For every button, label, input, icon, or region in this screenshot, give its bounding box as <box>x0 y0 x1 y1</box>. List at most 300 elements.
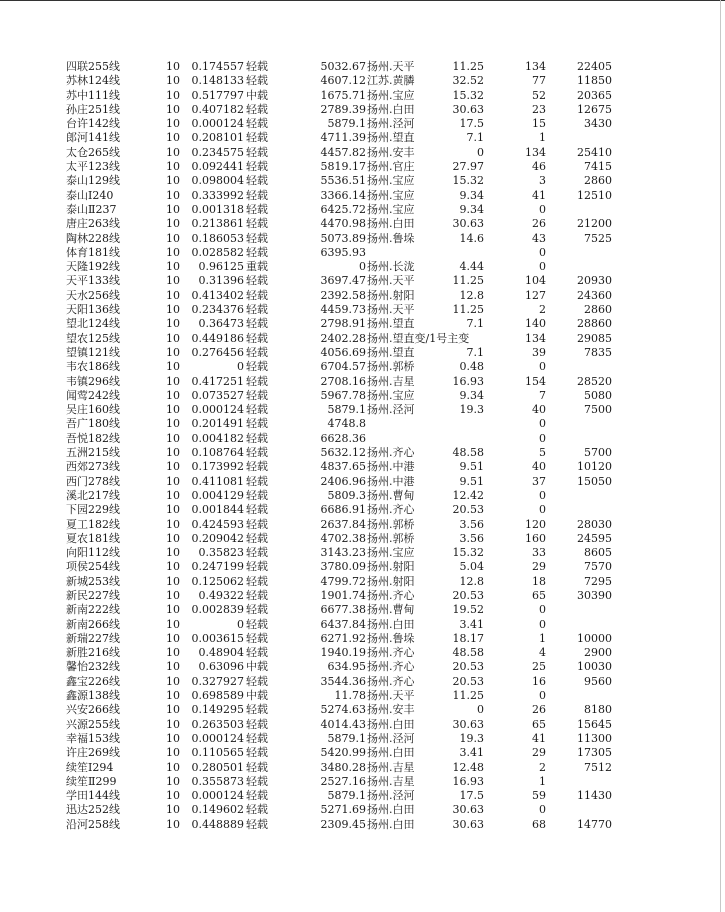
table-row <box>0 689 725 703</box>
capacity-cell: 5073.89 <box>320 231 366 245</box>
line-name-cell: 闻莺242线 <box>66 388 120 402</box>
load-ratio-cell: 0.149602 <box>191 803 244 817</box>
load-ratio-cell: 0.333992 <box>191 188 244 202</box>
voltage-cell: 10 <box>166 588 180 602</box>
substation-cell: 扬州.天平 <box>367 303 415 317</box>
value-cell: 7415 <box>584 160 612 174</box>
substation-cell: 扬州.望直变/1号主变 <box>367 331 470 345</box>
distance-cell: 9.34 <box>459 388 484 402</box>
line-name-cell: 学田144线 <box>66 789 120 803</box>
load-type-cell: 轻载 <box>246 131 268 145</box>
distance-cell: 0.48 <box>459 360 484 374</box>
load-ratio-cell: 0.247199 <box>191 560 244 574</box>
capacity-cell: 6437.84 <box>320 617 366 631</box>
load-ratio-cell: 0.411081 <box>191 474 244 488</box>
voltage-cell: 10 <box>166 488 180 502</box>
load-type-cell: 轻载 <box>246 288 268 302</box>
substation-cell: 扬州.泾河 <box>367 403 415 417</box>
line-name-cell: 新南266线 <box>66 617 120 631</box>
voltage-cell: 10 <box>166 345 180 359</box>
distance-cell: 20.53 <box>452 588 484 602</box>
substation-cell: 扬州.中港 <box>367 460 415 474</box>
voltage-cell: 10 <box>166 360 180 374</box>
capacity-cell: 4702.38 <box>320 531 366 545</box>
table-row <box>0 189 725 203</box>
voltage-cell: 10 <box>166 660 180 674</box>
table-row <box>0 675 725 689</box>
value-cell: 28520 <box>577 374 612 388</box>
load-ratio-cell: 0.413402 <box>191 288 244 302</box>
value-cell: 11300 <box>577 731 612 745</box>
voltage-cell: 10 <box>166 574 180 588</box>
table-row <box>0 503 725 517</box>
table-row <box>0 589 725 603</box>
voltage-cell: 10 <box>166 117 180 131</box>
count-cell: 7 <box>539 388 546 402</box>
table-row <box>0 131 725 145</box>
capacity-cell: 4014.43 <box>320 717 366 731</box>
capacity-cell: 3780.09 <box>320 560 366 574</box>
line-name-cell: 天隆192线 <box>66 260 120 274</box>
table-row <box>0 432 725 446</box>
line-name-cell: 鑫源138线 <box>66 689 120 703</box>
line-name-cell: 苏林124线 <box>66 74 120 88</box>
load-type-cell: 轻载 <box>246 417 268 431</box>
voltage-cell: 10 <box>166 388 180 402</box>
line-name-cell: 新瑞227线 <box>66 631 120 645</box>
value-cell: 20365 <box>577 88 612 102</box>
voltage-cell: 10 <box>166 503 180 517</box>
line-name-cell: 兴安266线 <box>66 703 120 717</box>
voltage-cell: 10 <box>166 403 180 417</box>
load-ratio-cell: 0.125062 <box>191 574 244 588</box>
distance-cell: 32.52 <box>452 74 484 88</box>
voltage-cell: 10 <box>166 446 180 460</box>
count-cell: 134 <box>525 60 546 73</box>
table-row <box>0 375 725 389</box>
load-type-cell: 轻载 <box>246 331 268 345</box>
distance-cell: 4.44 <box>459 260 484 274</box>
line-name-cell: 向阳112线 <box>66 546 120 560</box>
line-name-cell: 兴源255线 <box>66 717 120 731</box>
distance-cell: 12.8 <box>459 288 484 302</box>
distance-cell: 11.25 <box>452 689 484 703</box>
load-ratio-cell: 0.355873 <box>191 774 244 788</box>
load-type-cell: 轻载 <box>246 746 268 760</box>
load-ratio-cell: 0.35823 <box>198 546 244 560</box>
table-row <box>0 703 725 717</box>
voltage-cell: 10 <box>166 746 180 760</box>
load-ratio-cell: 0.002839 <box>191 603 244 617</box>
distance-cell: 12.42 <box>452 488 484 502</box>
count-cell: 68 <box>532 817 546 831</box>
capacity-cell: 5879.1 <box>327 117 366 131</box>
capacity-cell: 1940.19 <box>320 646 366 660</box>
table-row <box>0 217 725 231</box>
voltage-cell: 10 <box>166 202 180 216</box>
load-ratio-cell: 0.000124 <box>191 731 244 745</box>
voltage-cell: 10 <box>166 431 180 445</box>
load-type-cell: 轻载 <box>246 731 268 745</box>
load-type-cell: 轻载 <box>246 188 268 202</box>
line-name-cell: 西郊273线 <box>66 460 120 474</box>
load-ratio-cell: 0 <box>237 360 244 374</box>
capacity-cell: 1675.71 <box>320 88 366 102</box>
value-cell: 3430 <box>584 117 612 131</box>
table-row <box>0 446 725 460</box>
value-cell: 11850 <box>577 74 612 88</box>
count-cell: 0 <box>539 417 546 431</box>
table-row <box>0 117 725 131</box>
load-type-cell: 轻载 <box>246 117 268 131</box>
count-cell: 26 <box>532 217 546 231</box>
table-row <box>0 775 725 789</box>
load-type-cell: 轻载 <box>246 760 268 774</box>
line-name-cell: 新南222线 <box>66 603 120 617</box>
substation-cell: 扬州.鲁垛 <box>367 631 415 645</box>
value-cell: 21200 <box>577 217 612 231</box>
load-type-cell: 轻载 <box>246 588 268 602</box>
count-cell: 65 <box>532 588 546 602</box>
distance-cell: 9.34 <box>459 188 484 202</box>
substation-cell: 扬州.白田 <box>367 746 415 760</box>
capacity-cell: 6395.93 <box>320 245 366 259</box>
capacity-cell: 5632.12 <box>320 446 366 460</box>
count-cell: 1 <box>539 131 546 145</box>
table-row <box>0 346 725 360</box>
load-ratio-cell: 0.001844 <box>191 503 244 517</box>
table-row <box>0 403 725 417</box>
substation-cell: 扬州.射阳 <box>367 560 415 574</box>
line-name-cell: 天阳136线 <box>66 303 120 317</box>
table-row <box>0 74 725 88</box>
substation-cell: 扬州.天平 <box>367 60 415 73</box>
voltage-cell: 10 <box>166 331 180 345</box>
count-cell: 104 <box>525 274 546 288</box>
distance-cell: 11.25 <box>452 303 484 317</box>
count-cell: 2 <box>539 303 546 317</box>
count-cell: 4 <box>539 646 546 660</box>
line-name-cell: 下园229线 <box>66 503 120 517</box>
substation-cell: 扬州.鲁垛 <box>367 231 415 245</box>
distance-cell: 30.63 <box>452 817 484 831</box>
capacity-cell: 5809.3 <box>327 488 366 502</box>
voltage-cell: 10 <box>166 60 180 73</box>
count-cell: 26 <box>532 703 546 717</box>
distance-cell: 3.41 <box>459 617 484 631</box>
capacity-cell: 3143.23 <box>320 546 366 560</box>
load-ratio-cell: 0.110565 <box>191 746 244 760</box>
voltage-cell: 10 <box>166 74 180 88</box>
substation-cell: 扬州.白田 <box>367 803 415 817</box>
distance-cell: 48.58 <box>452 446 484 460</box>
distance-cell: 12.8 <box>459 574 484 588</box>
value-cell: 28860 <box>577 317 612 331</box>
line-name-cell: 太仓265线 <box>66 145 120 159</box>
line-name-cell: 孙庄251线 <box>66 102 120 116</box>
voltage-cell: 10 <box>166 631 180 645</box>
count-cell: 77 <box>532 74 546 88</box>
load-ratio-cell: 0.424593 <box>191 517 244 531</box>
load-ratio-cell: 0.213861 <box>191 217 244 231</box>
table-row <box>0 303 725 317</box>
load-type-cell: 轻载 <box>246 717 268 731</box>
load-type-cell: 轻载 <box>246 646 268 660</box>
value-cell: 29085 <box>577 331 612 345</box>
voltage-cell: 10 <box>166 217 180 231</box>
table-row <box>0 232 725 246</box>
value-cell: 11430 <box>577 789 612 803</box>
load-ratio-cell: 0.698589 <box>191 689 244 703</box>
voltage-cell: 10 <box>166 760 180 774</box>
capacity-cell: 6271.92 <box>320 631 366 645</box>
load-type-cell: 轻载 <box>246 817 268 831</box>
load-type-cell: 轻载 <box>246 517 268 531</box>
line-name-cell: 新胜216线 <box>66 646 120 660</box>
load-type-cell: 轻载 <box>246 488 268 502</box>
load-ratio-cell: 0.108764 <box>191 446 244 460</box>
load-type-cell: 轻载 <box>246 446 268 460</box>
load-type-cell: 轻载 <box>246 102 268 116</box>
load-ratio-cell: 0.327927 <box>191 674 244 688</box>
voltage-cell: 10 <box>166 160 180 174</box>
substation-cell: 扬州.曹甸 <box>367 603 415 617</box>
load-ratio-cell: 0.234575 <box>191 145 244 159</box>
load-type-cell: 轻载 <box>246 360 268 374</box>
line-name-cell: 泰山129线 <box>66 174 120 188</box>
count-cell: 154 <box>525 374 546 388</box>
count-cell: 15 <box>532 117 546 131</box>
load-ratio-cell: 0.276456 <box>191 345 244 359</box>
capacity-cell: 6686.91 <box>320 503 366 517</box>
load-type-cell: 轻载 <box>246 460 268 474</box>
distance-cell: 30.63 <box>452 717 484 731</box>
load-ratio-cell: 0.96125 <box>198 260 244 274</box>
count-cell: 0 <box>539 603 546 617</box>
line-name-cell: 泰山Ⅰ240 <box>66 188 114 202</box>
load-ratio-cell: 0.028582 <box>191 245 244 259</box>
value-cell: 10030 <box>577 660 612 674</box>
count-cell: 0 <box>539 360 546 374</box>
distance-cell: 11.25 <box>452 274 484 288</box>
capacity-cell: 5879.1 <box>327 403 366 417</box>
table-row <box>0 518 725 532</box>
substation-cell: 扬州.宝应 <box>367 88 415 102</box>
load-type-cell: 轻载 <box>246 674 268 688</box>
load-ratio-cell: 0.004182 <box>191 431 244 445</box>
capacity-cell: 4607.12 <box>320 74 366 88</box>
capacity-cell: 2392.58 <box>320 288 366 302</box>
capacity-cell: 0 <box>359 260 366 274</box>
line-name-cell: 鑫宝226线 <box>66 674 120 688</box>
table-row <box>0 718 725 732</box>
load-type-cell: 轻载 <box>246 217 268 231</box>
line-name-cell: 西门278线 <box>66 474 120 488</box>
count-cell: 5 <box>539 446 546 460</box>
count-cell: 0 <box>539 689 546 703</box>
substation-cell: 扬州.宝应 <box>367 188 415 202</box>
table-row <box>0 546 725 560</box>
line-name-cell: 馨怡232线 <box>66 660 120 674</box>
table-row <box>0 660 725 674</box>
capacity-cell: 4799.72 <box>320 574 366 588</box>
load-ratio-cell: 0.098004 <box>191 174 244 188</box>
value-cell: 5700 <box>584 446 612 460</box>
table-row <box>0 761 725 775</box>
load-ratio-cell: 0.448889 <box>191 817 244 831</box>
load-ratio-cell: 0.36473 <box>198 317 244 331</box>
line-name-cell: 吾悦182线 <box>66 431 120 445</box>
load-ratio-cell: 0.174557 <box>191 60 244 73</box>
capacity-cell: 3480.28 <box>320 760 366 774</box>
distance-cell: 7.1 <box>466 317 484 331</box>
value-cell: 12510 <box>577 188 612 202</box>
value-cell: 2860 <box>584 174 612 188</box>
substation-cell: 扬州.射阳 <box>367 288 415 302</box>
distance-cell: 19.3 <box>459 731 484 745</box>
distance-cell: 14.6 <box>459 231 484 245</box>
line-name-cell: 迅达252线 <box>66 803 120 817</box>
line-name-cell: 新民227线 <box>66 588 120 602</box>
load-ratio-cell: 0.092441 <box>191 160 244 174</box>
load-type-cell: 轻载 <box>246 145 268 159</box>
load-type-cell: 轻载 <box>246 202 268 216</box>
load-type-cell: 轻载 <box>246 574 268 588</box>
voltage-cell: 10 <box>166 803 180 817</box>
capacity-cell: 5879.1 <box>327 731 366 745</box>
load-ratio-cell: 0.001318 <box>191 202 244 216</box>
count-cell: 160 <box>525 531 546 545</box>
substation-cell: 扬州.郭桥 <box>367 360 415 374</box>
capacity-cell: 5819.17 <box>320 160 366 174</box>
load-type-cell: 轻载 <box>246 74 268 88</box>
table-row <box>0 332 725 346</box>
substation-cell: 扬州.宝应 <box>367 546 415 560</box>
value-cell: 12675 <box>577 102 612 116</box>
value-cell: 17305 <box>577 746 612 760</box>
voltage-cell: 10 <box>166 374 180 388</box>
capacity-cell: 2789.39 <box>320 102 366 116</box>
count-cell: 0 <box>539 503 546 517</box>
load-ratio-cell: 0.186053 <box>191 231 244 245</box>
load-type-cell: 轻载 <box>246 303 268 317</box>
line-name-cell: 续笙Ⅱ299 <box>66 774 117 788</box>
line-name-cell: 四联255线 <box>66 60 120 73</box>
value-cell: 15050 <box>577 474 612 488</box>
capacity-cell: 4837.65 <box>320 460 366 474</box>
line-name-cell: 韦农186线 <box>66 360 120 374</box>
load-ratio-cell: 0.63096 <box>198 660 244 674</box>
substation-cell: 扬州.白田 <box>367 617 415 631</box>
distance-cell: 20.53 <box>452 674 484 688</box>
load-type-cell: 轻载 <box>246 317 268 331</box>
substation-cell: 扬州.齐心 <box>367 646 415 660</box>
distance-cell: 20.53 <box>452 503 484 517</box>
capacity-cell: 6425.72 <box>320 202 366 216</box>
voltage-cell: 10 <box>166 774 180 788</box>
value-cell: 7835 <box>584 345 612 359</box>
voltage-cell: 10 <box>166 188 180 202</box>
substation-cell: 扬州.安丰 <box>367 145 415 159</box>
substation-cell: 扬州.官庄 <box>367 160 415 174</box>
table-row <box>0 317 725 331</box>
load-type-cell: 轻载 <box>246 774 268 788</box>
substation-cell: 扬州.望直 <box>367 345 415 359</box>
count-cell: 18 <box>532 574 546 588</box>
line-name-cell: 苏中111线 <box>66 88 120 102</box>
distance-cell: 9.51 <box>459 474 484 488</box>
capacity-cell: 6628.36 <box>320 431 366 445</box>
distance-cell: 30.63 <box>452 102 484 116</box>
voltage-cell: 10 <box>166 231 180 245</box>
line-name-cell: 吴庄160线 <box>66 403 120 417</box>
distance-cell: 30.63 <box>452 803 484 817</box>
value-cell: 5080 <box>584 388 612 402</box>
distance-cell: 5.04 <box>459 560 484 574</box>
count-cell: 0 <box>539 260 546 274</box>
load-type-cell: 轻载 <box>246 245 268 259</box>
load-ratio-cell: 0 <box>237 617 244 631</box>
count-cell: 29 <box>532 746 546 760</box>
load-type-cell: 轻载 <box>246 789 268 803</box>
voltage-cell: 10 <box>166 674 180 688</box>
substation-cell: 扬州.望直 <box>367 131 415 145</box>
substation-cell: 扬州.宝应 <box>367 174 415 188</box>
load-type-cell: 轻载 <box>246 274 268 288</box>
table-row <box>0 203 725 217</box>
voltage-cell: 10 <box>166 460 180 474</box>
substation-cell: 扬州.安丰 <box>367 703 415 717</box>
count-cell: 37 <box>532 474 546 488</box>
value-cell: 20930 <box>577 274 612 288</box>
load-ratio-cell: 0.000124 <box>191 403 244 417</box>
table-row <box>0 475 725 489</box>
table-row <box>0 575 725 589</box>
load-ratio-cell: 0.517797 <box>191 88 244 102</box>
value-cell: 7525 <box>584 231 612 245</box>
load-ratio-cell: 0.49322 <box>198 588 244 602</box>
load-type-cell: 轻载 <box>246 388 268 402</box>
value-cell: 24595 <box>577 531 612 545</box>
load-type-cell: 轻载 <box>246 703 268 717</box>
line-name-cell: 韦镇296线 <box>66 374 120 388</box>
substation-cell: 扬州.齐心 <box>367 446 415 460</box>
table-row <box>0 603 725 617</box>
load-ratio-cell: 0.280501 <box>191 760 244 774</box>
substation-cell: 扬州.郭桥 <box>367 517 415 531</box>
count-cell: 41 <box>532 731 546 745</box>
load-type-cell: 重载 <box>246 260 268 274</box>
line-name-cell: 望镇121线 <box>66 345 120 359</box>
substation-cell: 扬州.白田 <box>367 217 415 231</box>
table-row <box>0 360 725 374</box>
voltage-cell: 10 <box>166 174 180 188</box>
load-ratio-cell: 0.073527 <box>191 388 244 402</box>
line-name-cell: 望北124线 <box>66 317 120 331</box>
line-name-cell: 五洲215线 <box>66 446 120 460</box>
value-cell: 10120 <box>577 460 612 474</box>
distance-cell: 0 <box>477 145 484 159</box>
voltage-cell: 10 <box>166 88 180 102</box>
value-cell: 24360 <box>577 288 612 302</box>
count-cell: 1 <box>539 774 546 788</box>
line-name-cell: 望农125线 <box>66 331 120 345</box>
load-type-cell: 轻载 <box>246 546 268 560</box>
table-row <box>0 274 725 288</box>
capacity-cell: 4459.73 <box>320 303 366 317</box>
value-cell: 2900 <box>584 646 612 660</box>
voltage-cell: 10 <box>166 145 180 159</box>
